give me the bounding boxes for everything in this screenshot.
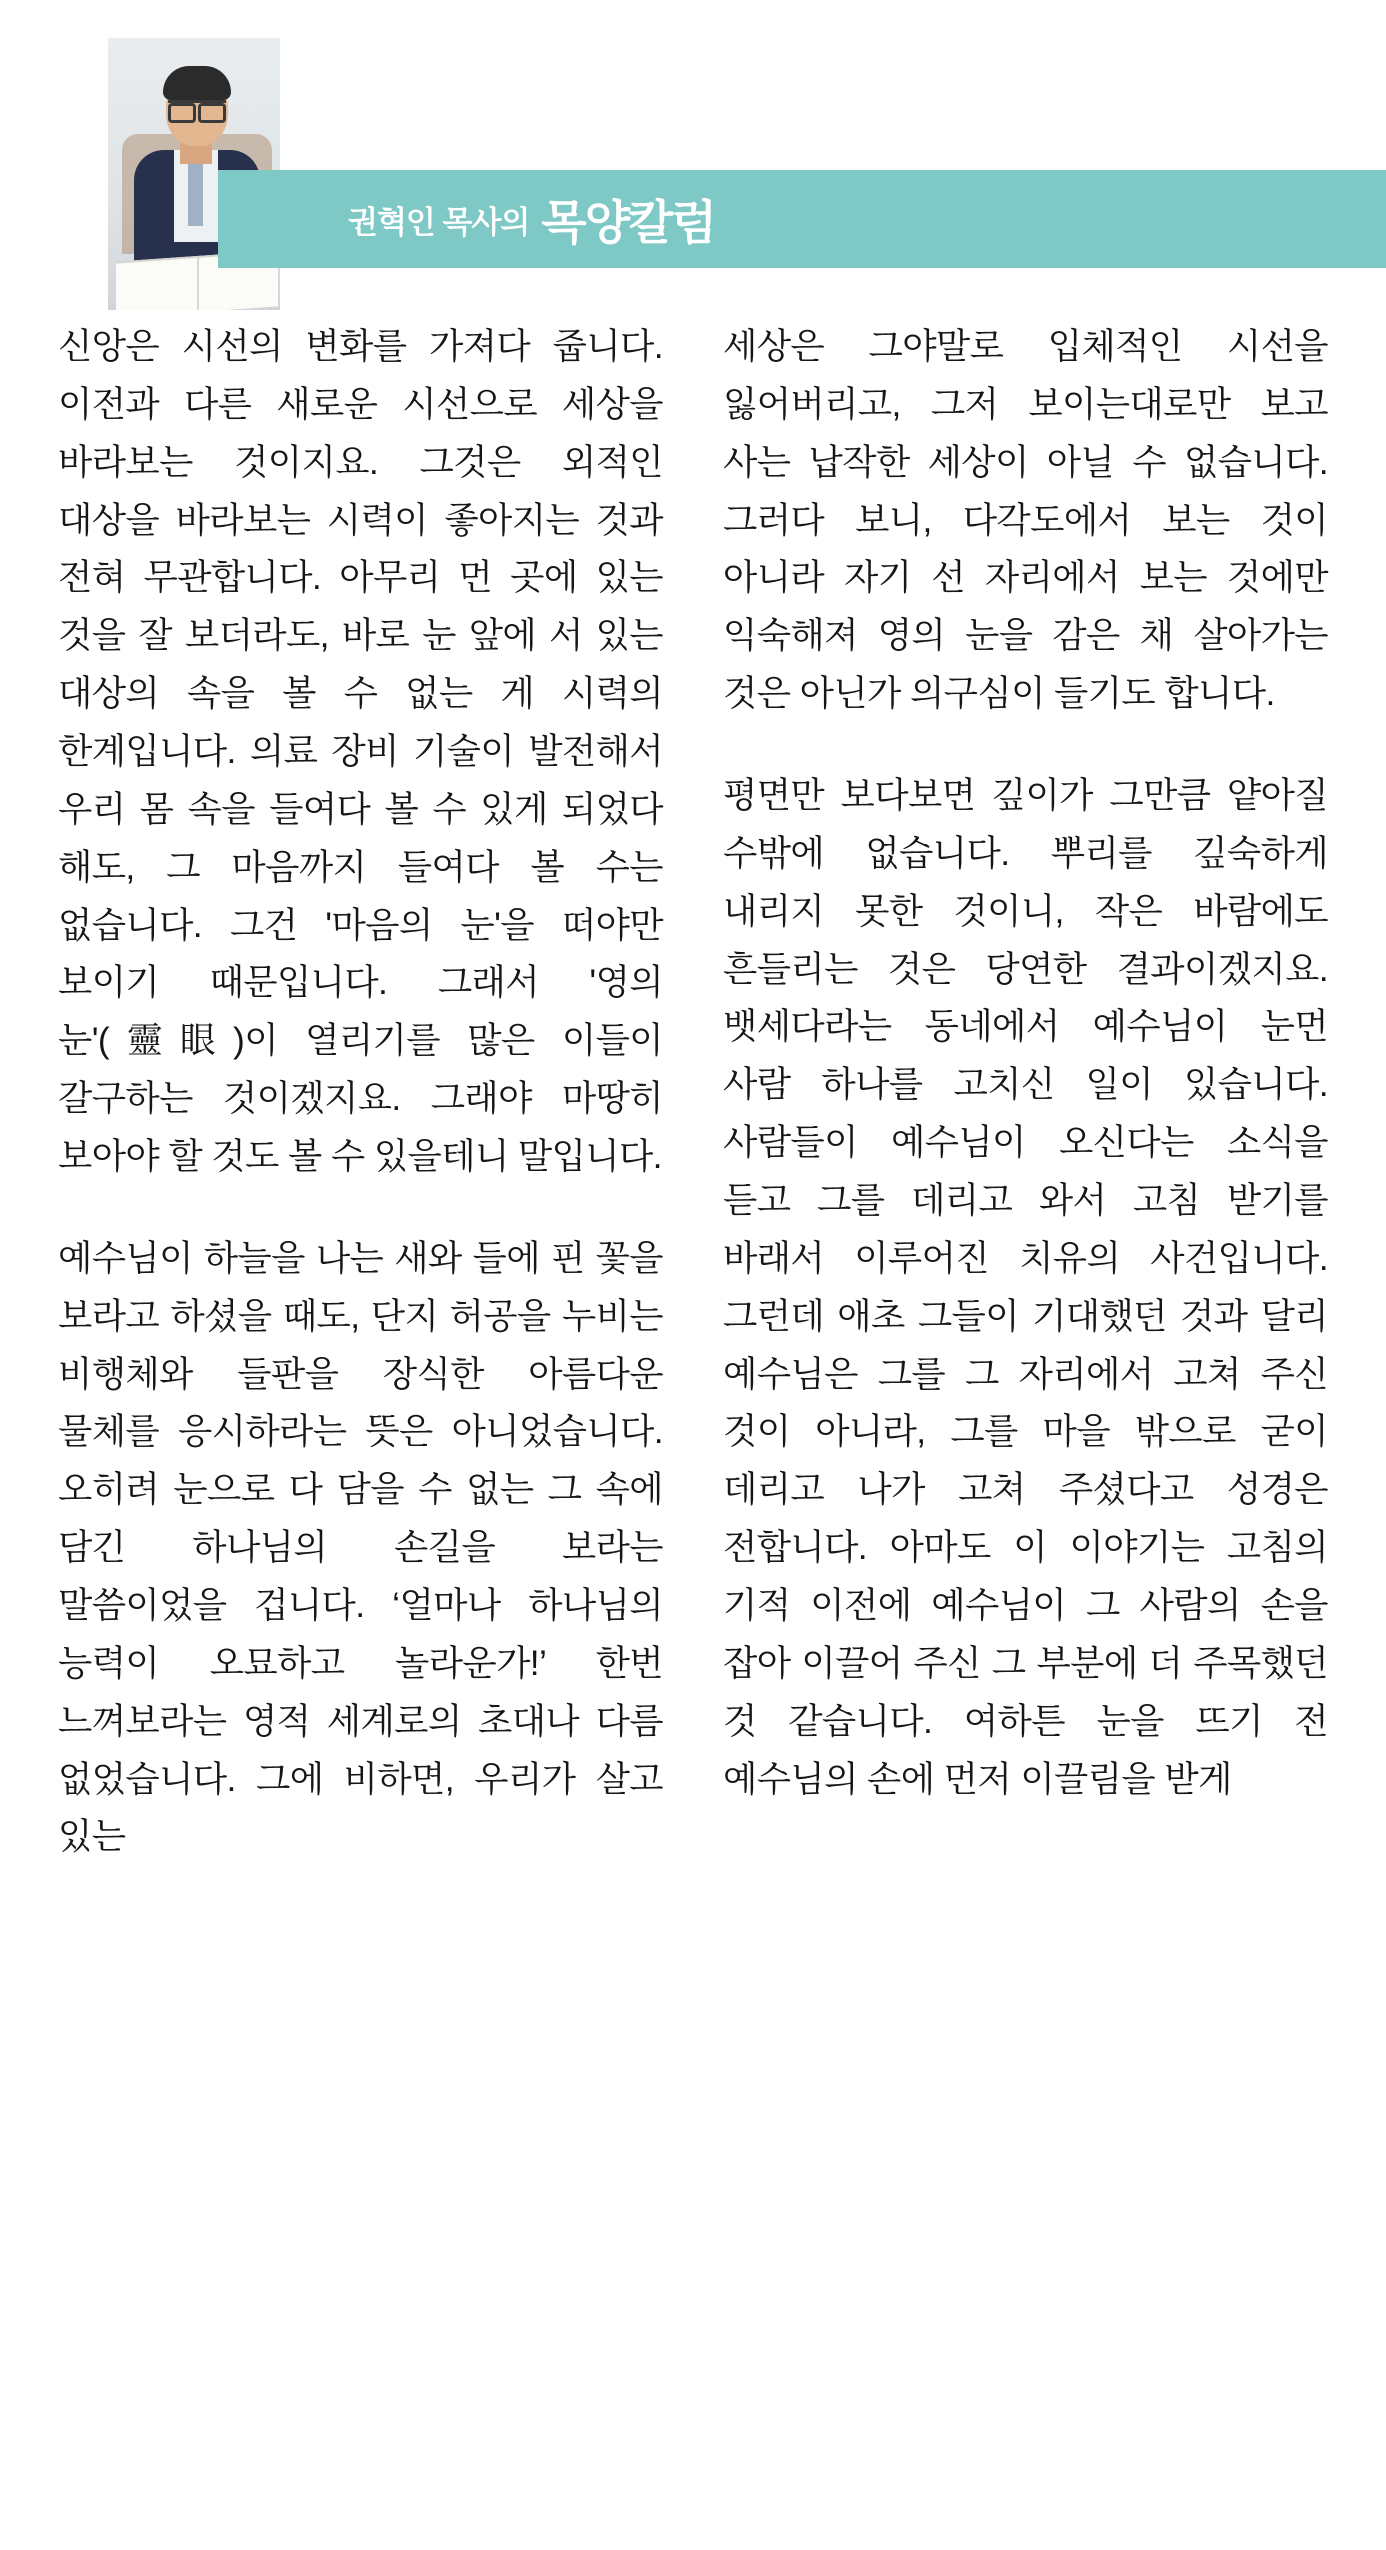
article-body — [0, 318, 1386, 1866]
right-column — [723, 318, 1328, 1866]
column-title: 목양칼럼 — [541, 197, 715, 250]
paragraph: 평면만 보다보면 깊이가 그만큼 얕아질 수밖에 없습니다. 뿌리를 깊숙하게 내리지 못한 것이니, 작은 바람에도 흔들리는 것은 당연한 결과이겠지요. 뱃세다라는 동네에서 예수님이 눈먼 사람 하나를 고치신 일이 있습니다. 사람들이 예수님이 오신다는 소식을 듣고 그를 데리고 와서 고침 받기를 바래서 이루어진 치유의 사건입니다. 그런데 애초 그들이 기대했던 것과 달리 예수님은 그를 그 자리에서 고쳐 주신 것이 아니라, 그를 마을 밖으로 굳이 데리고 나가 고쳐 주셨다고 성경은 전합니다. 아마도 이 이야기는 고침의 기적 이전에 예수님이 그 사람의 손을 잡아 이끌어 주신 그 부분에 더 주목했던 것 같습니다. 여하튼 눈을 뜨기 전 예수님의 손에 먼저 이끌림을 받게 — [723, 775, 1328, 1799]
paragraph: 예수님이 하늘을 나는 새와 들에 핀 꽃을 보라고 하셨을 때도, 단지 허공을 누비는 비행체와 들판을 장식한 아름다운 물체를 응시하라는 뜻은 아니었습니다. 오히려 눈으로 다 담을 수 없는 그 속에 담긴 하나님의 손길을 보라는 말씀이었을 겁니다. ‘얼마나 하나님의 능력이 오묘하고 놀라운가!’ 한번 느껴보라는 영적 세계로의 초대나 다름 없었습니다. 그에 비하면, 우리가 살고 있는 — [58, 1237, 663, 1857]
photo-tie — [188, 160, 203, 226]
pastor-label: 권혁인 목사의 — [348, 204, 530, 240]
glasses-icon — [168, 100, 226, 118]
column-header — [0, 0, 1386, 340]
banner-title — [218, 170, 1386, 268]
photo-hair — [163, 66, 231, 100]
left-column — [58, 318, 663, 1866]
paragraph: 세상은 그야말로 입체적인 시선을 잃어버리고, 그저 보이는대로만 보고 사는 납작한 세상이 아닐 수 없습니다. 그러다 보니, 다각도에서 보는 것이 아니라 자기 선 자리에서 보는 것에만 익숙해져 영의 눈을 감은 채 살아가는 것은 아닌가 의구심이 들기도 합니다. — [723, 326, 1328, 714]
paragraph: 신앙은 시선의 변화를 가져다 줍니다. 이전과 다른 새로운 시선으로 세상을 바라보는 것이지요. 그것은 외적인 대상을 바라보는 시력이 좋아지는 것과 전혀 무관합니다. 아무리 먼 곳에 있는 것을 잘 보더라도, 바로 눈 앞에 서 있는 대상의 속을 볼 수 없는 게 시력의 한계입니다. 의료 장비 기술이 발전해서 우리 몸 속을 들여다 볼 수 있게 되었다 해도, 그 마음까지 들여다 볼 수는 없습니다. 그건 '마음의 눈'을 떠야만 보이기 때문입니다. 그래서 '영의 눈'(靈眼)이 열리기를 많은 이들이 갈구하는 것이겠지요. 그래야 마땅히 보아야 할 것도 볼 수 있을테니 말입니다. — [58, 326, 663, 1177]
